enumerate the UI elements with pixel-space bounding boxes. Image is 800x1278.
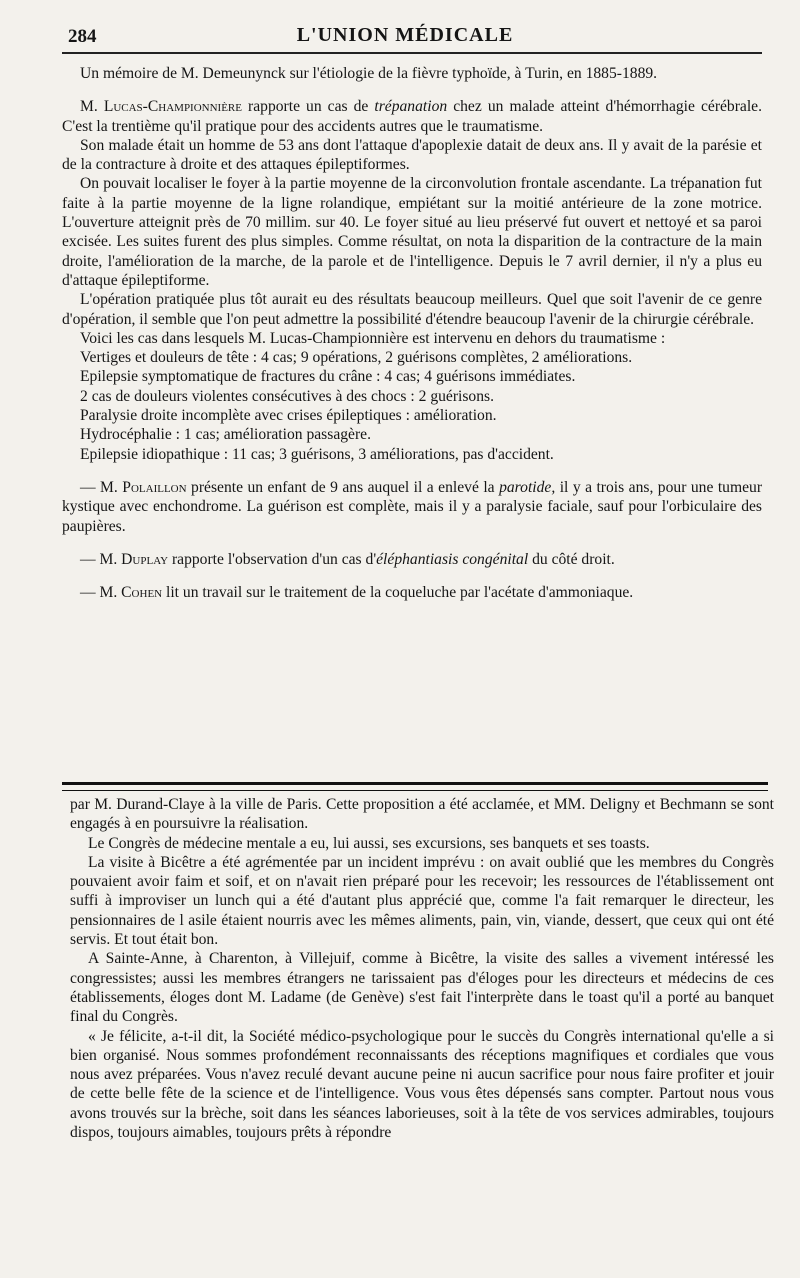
paragraph-cases-intro: Voici les cas dans lesquels M. Lucas-Championnière est intervenu en dehors du traumatisme : (80, 329, 666, 347)
case-item: Paralysie droite incomplète avec crises épileptiques : amélioration. (80, 407, 497, 425)
paragraph-polaillon (62, 478, 762, 536)
paragraph-duplay (62, 550, 762, 569)
text-run: M. (80, 98, 104, 116)
page-number: 284 (68, 26, 97, 47)
author-name: Cohen (121, 584, 163, 602)
case-item: Hydrocéphalie : 1 cas; amélioration passagère. (80, 426, 371, 444)
paragraph-cohen (62, 583, 762, 602)
section-separator (62, 782, 768, 791)
author-name: Lucas-Championnière (103, 98, 242, 116)
paragraph-durand-claye: par M. Durand-Claye à la ville de Paris. Cette proposition a été acclamée, et MM. Deligny et Bechmann se sont engagés à en poursuivre la réalisation. (70, 796, 774, 833)
text-run: — M. (80, 550, 122, 568)
text-run: lit un travail sur le traitement de la coqueluche par l'acétate d'ammoniaque. (162, 584, 634, 602)
text-run: rapporte un cas de (242, 98, 375, 116)
author-name: Duplay (121, 550, 169, 568)
case-item: 2 cas de douleurs violentes consécutives à des chocs : 2 guérisons. (80, 387, 494, 405)
congress-column-section (70, 795, 774, 1142)
paragraph-congress: Le Congrès de médecine mentale a eu, lui aussi, ses excursions, ses banquets et ses toasts. (88, 834, 650, 852)
text-run: chez un malade atteint d'hémorrhagie cérébrale. C'est la trentième qu'il pratique pour des accidents autres que le traumatisme. (62, 98, 762, 135)
paragraph-toast: « Je félicite, a-t-il dit, la Société médico-psychologique pour le succès du Congrès international qu'elle a si bien organisé. Nous sommes profondément reconnaissants des réceptions magnifiques et cordiales que vous nous avez préparées. Vous n'avez reculé devant aucune peine ni aucun sacrifice pour nous faire profiter et jouir de cette belle fête de la science et de l'intelligence. Vous vous êtes dépensés sans compter. Partout nous vous avons trouvés sur la brèche, soit dans les séances laborieuses, soit à la tête de vos services admirables, toujours dispos, toujours aimables, toujours prêts à répondre (70, 1027, 774, 1142)
paragraph-patient: Son malade était un homme de 53 ans dont l'attaque d'apoplexie datait de deux ans. Il y avait de la parésie et de la contracture à droite et des attaques épileptiformes. (62, 136, 762, 174)
paragraph-bicetre: La visite à Bicêtre a été agrémentée par un incident imprévu : on avait oublié que les membres du Congrès pouvaient avoir faim et soif, et on n'avait rien préparé pour les recevoir; les ressources de l'établissement ont suffi à improviser un lunch qui a été d'autant plus apprécié que, comme l'a fait remarquer le directeur, les pensionnaires de l asile étaient nourris avec les mêmes aliments, pain, vin, viande, dessert, que ceux qui ont été servis. Et tout était bon. (70, 853, 774, 949)
emphasis: parotide, (499, 478, 556, 496)
society-report-section (62, 64, 762, 602)
paragraph-sainte-anne: A Sainte-Anne, à Charenton, à Villejuif, comme à Bicêtre, la visite des salles a vivement intéressé les congressistes; aussi les membres étrangers ne tarissaient pas d'éloges pour les directeurs et médecins de ces établissements, éloges dont M. Ladame (de Genève) s'est fait l'interprète dans le toast qu'il a porté au banquet final du Congrès. (70, 950, 774, 1026)
emphasis: éléphantiasis congénital (376, 550, 529, 568)
text-run: rapporte l'observation d'un cas d' (168, 550, 377, 568)
paragraph-trepanation (62, 97, 762, 136)
case-item: Vertiges et douleurs de tête : 4 cas; 9 opérations, 2 guérisons complètes, 2 améliorations. (80, 349, 633, 367)
case-item: Epilepsie idiopathique : 11 cas; 3 guérisons, 3 améliorations, pas d'accident. (80, 445, 554, 463)
emphasis: trépanation (374, 98, 448, 116)
header-rule (62, 52, 762, 54)
journal-title: L'UNION MÉDICALE (296, 24, 514, 46)
author-name: Polaillon (122, 478, 187, 496)
paragraph-demeunynck: Un mémoire de M. Demeunynck sur l'étiologie de la fièvre typhoïde, à Turin, en 1885-1889. (80, 65, 658, 82)
paragraph-localisation: On pouvait localiser le foyer à la partie moyenne de la circonvolution frontale ascendante. La trépanation fut faite à la partie moyenne de la ligne rolandique, empiétant sur la moitié antérieure de la zone motrice. L'ouverture atteignit près de 70 millim. sur 40. Le foyer situé au lieu préservé fut ouvert et nettoyé et sa paroi excisée. Les suites furent des plus simples. Comme résultat, on nota la disparition de la contracture de la main droite, l'amélioration de la marche, de la parole et de l'intelligence. Depuis le 7 avril dernier, il n'y a plus eu d'attaque épileptiforme. (62, 175, 762, 289)
text-run: présente un enfant de 9 ans auquel il a enlevé la (186, 478, 500, 496)
text-run: il y a trois ans, pour une tumeur kystique avec enchondrome. La guérison est complète, mais il y a paralysie faciale, sauf pour l'orbiculaire des paupières. (62, 478, 763, 535)
case-item: Epilepsie symptomatique de fractures du crâne : 4 cas; 4 guérisons immédiates. (80, 368, 576, 386)
text-run: — M. (80, 478, 123, 496)
text-run: — M. (80, 584, 122, 602)
case-list (62, 348, 762, 464)
page-header (62, 20, 748, 50)
text-run: du côté droit. (528, 550, 615, 568)
paragraph-operation: L'opération pratiquée plus tôt aurait eu des résultats beaucoup meilleurs. Quel que soit l'avenir de ce genre d'opération, il semble que l'on peut admettre la possibilité d'étendre beaucoup l'avenir de la chirurgie cérébrale. (62, 291, 762, 328)
